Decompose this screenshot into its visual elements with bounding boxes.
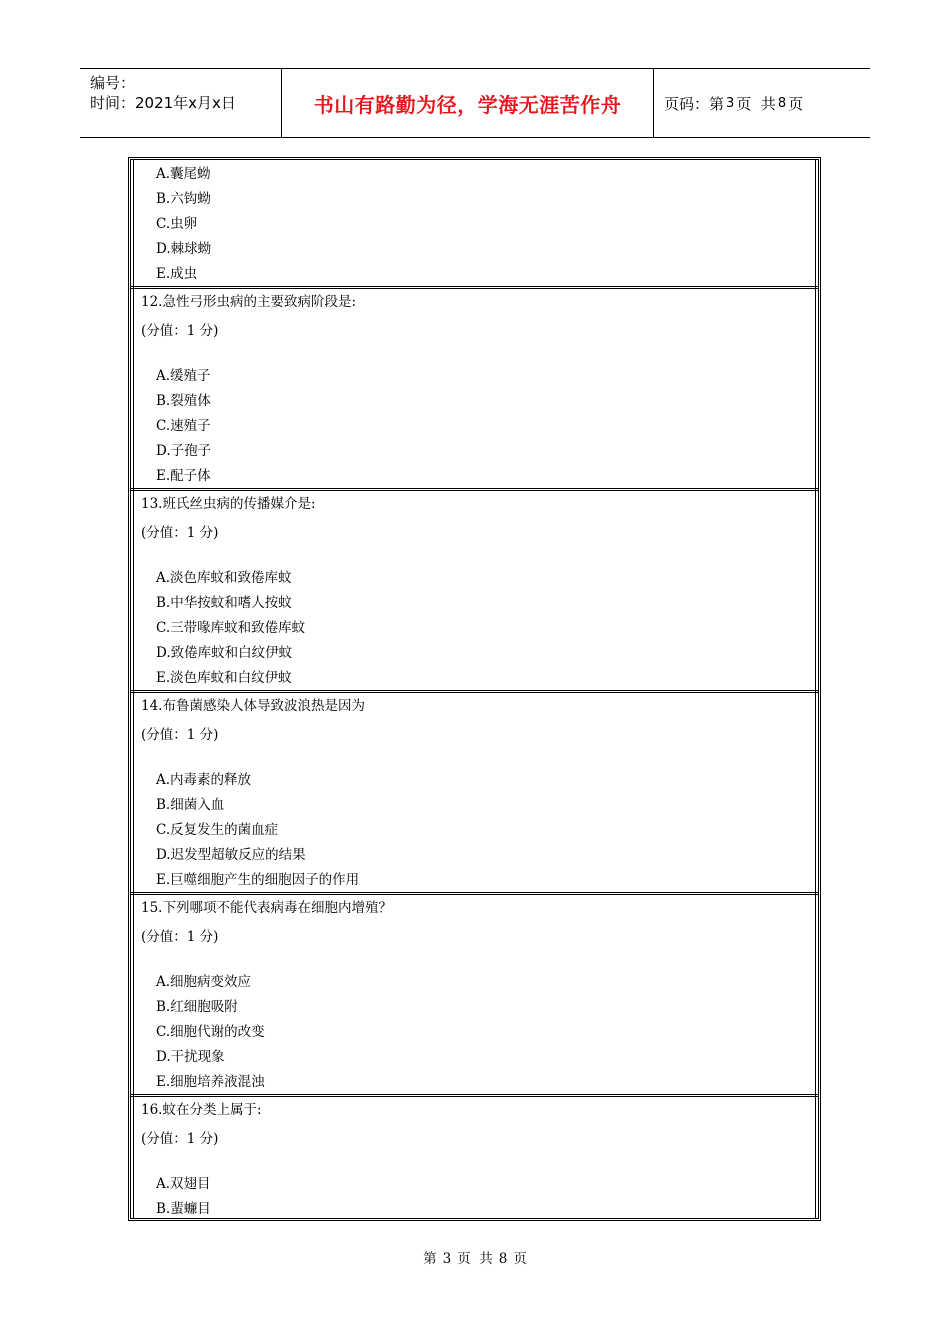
question-table-inner — [133, 160, 816, 1218]
answer-option: A.淡色库蚊和致倦库蚊 — [156, 570, 292, 586]
header-page-number — [654, 69, 870, 137]
row-separator — [130, 892, 819, 895]
answer-option: C.三带喙库蚊和致倦库蚊 — [156, 620, 306, 636]
row-separator — [130, 1094, 819, 1097]
page-current: 3 — [726, 95, 735, 111]
row-separator — [130, 286, 819, 289]
date-label: 时间：2021年x月x日 — [90, 94, 236, 112]
answer-option: C.虫卵 — [156, 216, 198, 232]
answer-option: A.缓殖子 — [156, 368, 211, 384]
page-header — [80, 68, 870, 138]
question-text: 14.布鲁菌感染人体导致波浪热是因为 — [141, 698, 365, 714]
answer-option: C.细胞代谢的改变 — [156, 1024, 265, 1040]
page-suffix: 页 — [788, 94, 804, 113]
answer-option: B.红细胞吸附 — [156, 999, 238, 1015]
row-separator — [130, 488, 819, 491]
answer-option: C.速殖子 — [156, 418, 211, 434]
answer-option: E.成虫 — [156, 266, 198, 282]
code-label: 编号： — [90, 74, 136, 92]
header-motto-cell — [282, 69, 654, 137]
question-text: 13.班氏丝虫病的传播媒介是: — [141, 496, 316, 512]
page-footer — [0, 1247, 950, 1267]
answer-option: A.囊尾蚴 — [156, 166, 211, 182]
motto: 书山有路勤为径，学海无涯苦作舟 — [313, 92, 622, 117]
answer-option: B.六钩蚴 — [156, 191, 211, 207]
footer-suffix: 页 — [513, 1251, 527, 1267]
answer-option: A.细胞病变效应 — [156, 974, 252, 990]
page-prefix: 页码：第 — [664, 94, 725, 113]
page-mid: 页 共 — [736, 94, 776, 113]
answer-option: C.反复发生的菌血症 — [156, 822, 279, 838]
question-text: 16.蚊在分类上属于: — [141, 1102, 262, 1118]
answer-option: E.淡色库蚊和白纹伊蚊 — [156, 670, 292, 686]
answer-option: B.细菌入血 — [156, 797, 225, 813]
question-score: (分值：1 分) — [141, 727, 219, 743]
footer-prefix: 第 — [423, 1251, 437, 1267]
answer-option: A.双翅目 — [156, 1176, 211, 1192]
answer-option: A.内毒素的释放 — [156, 772, 252, 788]
answer-option: B.中华按蚊和嗜人按蚊 — [156, 595, 292, 611]
footer-total: 8 — [498, 1251, 508, 1267]
answer-option: D.致倦库蚊和白纹伊蚊 — [156, 645, 293, 661]
answer-option: D.子孢子 — [156, 443, 212, 459]
answer-option: D.迟发型超敏反应的结果 — [156, 847, 306, 863]
answer-option: B.裂殖体 — [156, 393, 211, 409]
footer-current: 3 — [442, 1251, 452, 1267]
answer-option: D.干扰现象 — [156, 1049, 225, 1065]
question-table — [128, 157, 821, 1221]
question-text: 15.下列哪项不能代表病毒在细胞内增殖？ — [141, 900, 392, 916]
answer-option: B.蜚蠊目 — [156, 1201, 211, 1217]
question-score: (分值：1 分) — [141, 323, 219, 339]
answer-option: E.细胞培养液混浊 — [156, 1074, 265, 1090]
answer-option: E.巨噬细胞产生的细胞因子的作用 — [156, 872, 360, 888]
question-score: (分值：1 分) — [141, 525, 219, 541]
page-total: 8 — [777, 95, 787, 111]
row-separator — [130, 690, 819, 693]
answer-option: E.配子体 — [156, 468, 211, 484]
question-text: 12.急性弓形虫病的主要致病阶段是: — [141, 294, 357, 310]
footer-mid: 页 共 — [457, 1251, 493, 1267]
question-score: (分值：1 分) — [141, 1131, 219, 1147]
question-score: (分值：1 分) — [141, 929, 219, 945]
header-meta — [80, 69, 282, 137]
answer-option: D.棘球蚴 — [156, 241, 212, 257]
